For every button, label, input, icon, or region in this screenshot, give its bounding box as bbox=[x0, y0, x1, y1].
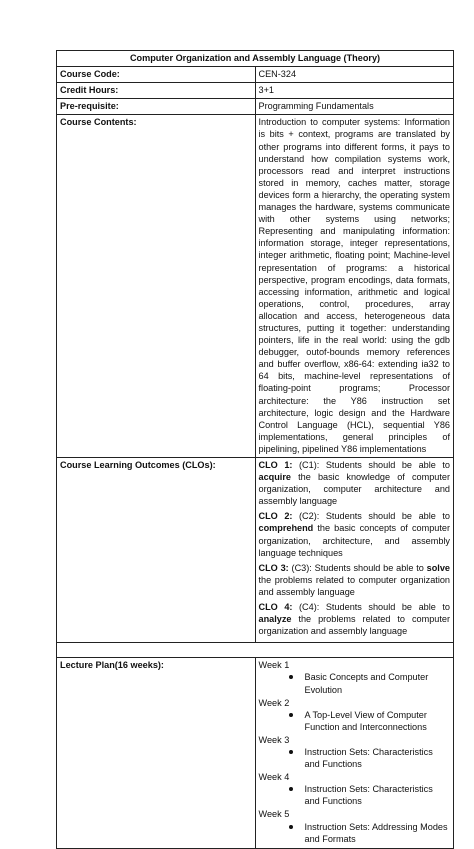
week-topic: Basic Concepts and Computer Evolution bbox=[259, 671, 451, 695]
week-label: Week 2 bbox=[258, 697, 290, 708]
clo-verb: solve bbox=[426, 562, 450, 573]
prerequisite-value: Programming Fundamentals bbox=[255, 99, 454, 115]
lecture-plan-list bbox=[255, 658, 454, 848]
clo-post: the problems related to computer organization and assembly language bbox=[258, 614, 450, 637]
week-label: Week 1 bbox=[258, 660, 290, 671]
clos-label: Course Learning Outcomes (CLOs): bbox=[57, 458, 256, 643]
prerequisite-label: Pre-requisite: bbox=[57, 99, 256, 115]
clo-post: the basic knowledge of computer organization, computer architecture and assembly language bbox=[258, 472, 450, 507]
bullet-icon bbox=[289, 787, 293, 791]
clo-code: (C1): bbox=[299, 460, 320, 470]
title-row bbox=[57, 51, 454, 67]
clo-post: the basic concepts of computer organization, architecture, and assembly language techniques bbox=[258, 523, 450, 558]
credit-hours-value: 3+1 bbox=[255, 83, 454, 99]
course-code-row bbox=[57, 67, 454, 83]
clo-pre: Students should be able to bbox=[314, 562, 424, 573]
clo-id: CLO 2: bbox=[258, 511, 293, 522]
week-topic: Instruction Sets: Characteristics and Functions bbox=[259, 746, 451, 770]
course-page bbox=[56, 50, 454, 849]
spacer-row bbox=[57, 643, 454, 658]
clo-pre: Students should be able to bbox=[325, 602, 450, 613]
course-contents-row bbox=[57, 115, 454, 458]
clo-item bbox=[259, 562, 451, 598]
week-topic: A Top-Level View of Computer Function and Interconnections bbox=[259, 709, 451, 733]
clo-pre: Students should be able to bbox=[325, 511, 450, 522]
week-label: Week 4 bbox=[258, 772, 290, 783]
credit-hours-label: Credit Hours: bbox=[57, 83, 256, 99]
bullet-icon bbox=[289, 825, 293, 829]
clo-verb: analyze bbox=[258, 614, 292, 625]
week-topic: Instruction Sets: Characteristics and Functions bbox=[259, 783, 451, 807]
clo-code: (C3): bbox=[291, 562, 312, 573]
lecture-plan-label: Lecture Plan(16 weeks): bbox=[57, 658, 256, 848]
prerequisite-row bbox=[57, 99, 454, 115]
clo-pre: Students should be able to bbox=[325, 460, 450, 470]
clo-item bbox=[259, 510, 451, 558]
clo-id: CLO 1: bbox=[258, 460, 293, 470]
course-contents-value: Introduction to computer systems: Information is bits + context, programs are translated by other programs into different forms, it pays to understand how compilation systems work, processors read and interpret instructions stored in memory, caches matter, storage devices form a hierarchy, the operating system manages the hardware, systems communicate with other systems using networks; Representing and manipulating information: information storage, integer representations, integer arithmetic, floating point; Machine-level representation of programs: a historical perspective, program encodings, data formats, accessing information, arithmetic and logical operations, control, procedures, array allocation and access, heterogeneous data structures, putting it together: understanding pointers, life in the real world: using the gdb debugger, outof-bounds memory references and buffer overflow, x86-64: extending ia32 to 64 bits, machine-level representations of floating-point programs; Processor architecture: the Y86 instruction set architecture, logic design and the Hardware Control Language (HCL), sequential Y86 implementations, general principles of pipelining, pipelined Y86 implementations bbox=[255, 115, 454, 458]
clos-row bbox=[57, 458, 454, 643]
week-topic: Instruction Sets: Addressing Modes and Formats bbox=[259, 821, 451, 845]
week-label: Week 3 bbox=[258, 734, 290, 745]
clo-id: CLO 4: bbox=[258, 602, 293, 613]
clo-item bbox=[259, 459, 451, 507]
clo-verb: acquire bbox=[258, 472, 291, 483]
clos-list bbox=[255, 458, 454, 643]
clo-code: (C4): bbox=[299, 602, 320, 613]
bullet-icon bbox=[289, 750, 293, 754]
table-title: Computer Organization and Assembly Language (Theory) bbox=[57, 51, 454, 67]
course-code-label: Course Code: bbox=[57, 67, 256, 83]
clo-item bbox=[259, 601, 451, 637]
clo-id: CLO 3: bbox=[258, 562, 289, 573]
clo-code: (C2): bbox=[299, 511, 320, 522]
clo-verb: comprehend bbox=[258, 523, 314, 534]
course-code-value: CEN-324 bbox=[255, 67, 454, 83]
course-contents-label: Course Contents: bbox=[57, 115, 256, 458]
lecture-plan-row bbox=[57, 658, 454, 848]
credit-hours-row bbox=[57, 83, 454, 99]
bullet-icon bbox=[289, 713, 293, 717]
week-label: Week 5 bbox=[258, 809, 290, 820]
clo-post: the problems related to computer organization and assembly language bbox=[258, 574, 450, 597]
course-table bbox=[56, 50, 454, 849]
spacer-cell bbox=[57, 643, 454, 658]
